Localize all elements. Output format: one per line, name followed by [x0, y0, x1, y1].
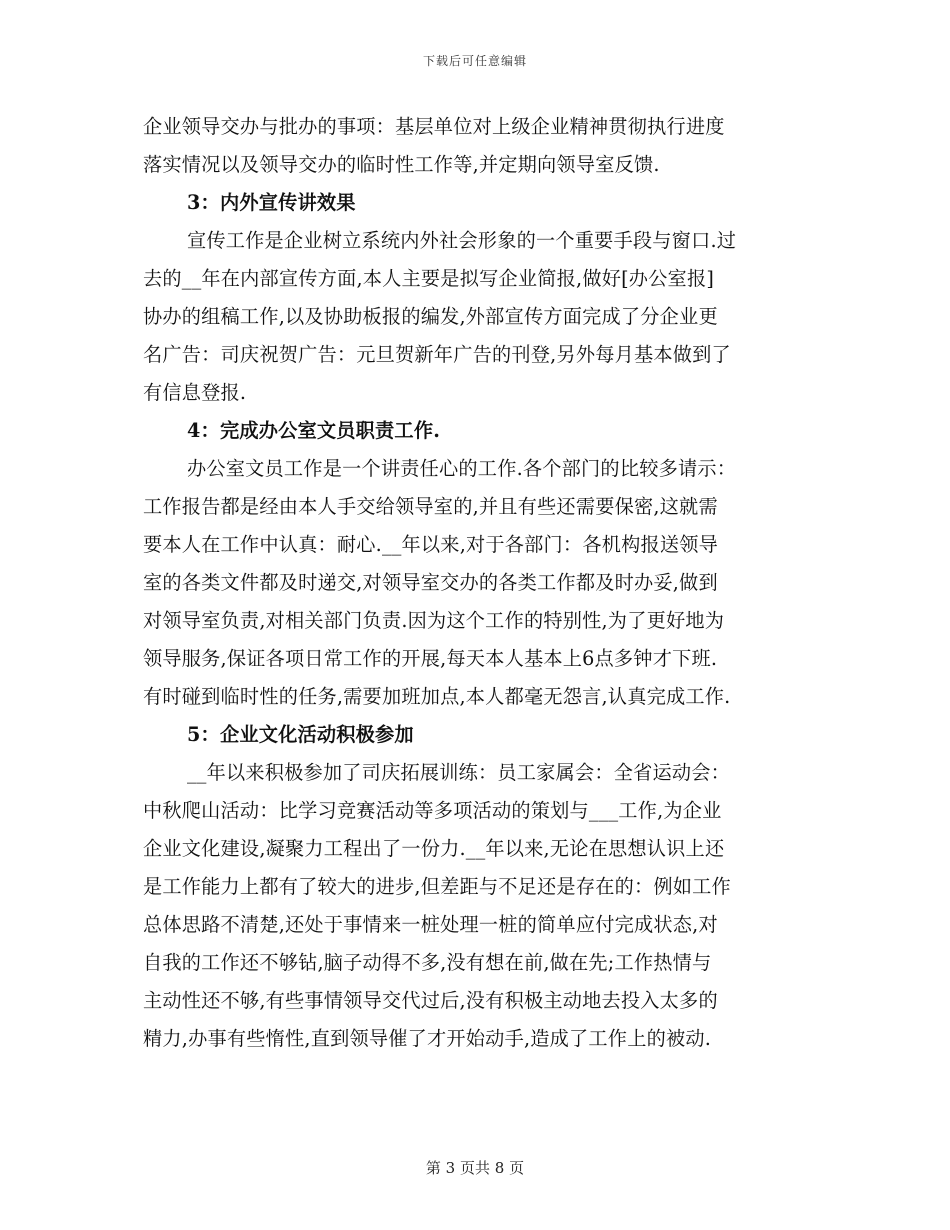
paragraph-line: 主动性还不够,有些事情领导交代过后,没有积极主动地去投入太多的 — [143, 989, 718, 1012]
paragraph-line: 中秋爬山活动：比学习竞赛活动等多项活动的策划与___工作,为企业 — [143, 799, 722, 822]
paragraph-line: __年以来积极参加了司庆拓展训练：员工家属会：全省运动会： — [187, 761, 731, 784]
paragraph-line: 名广告：司庆祝贺广告：元旦贺新年广告的刊登,另外每月基本做到了 — [143, 343, 731, 366]
section-heading: 4：完成办公室文员职责工作. — [187, 419, 441, 442]
paragraph-line: 企业文化建设,凝聚力工程出了一份力.__年以来,无论在思想认识上还 — [143, 837, 725, 860]
paragraph-line: 工作报告都是经由本人手交给领导室的,并且有些还需要保密,这就需 — [143, 495, 718, 518]
paragraph-line: 办公室文员工作是一个讲责任心的工作.各个部门的比较多请示： — [187, 457, 737, 480]
paragraph-line: 自我的工作还不够钻,脑子动得不多,没有想在前,做在先;工作热情与 — [143, 951, 712, 974]
paragraph-line: 有信息登报. — [143, 381, 247, 404]
paragraph-line: 对领导室负责,对相关部门负责.因为这个工作的特别性,为了更好地为 — [143, 609, 725, 632]
paragraph-line: 有时碰到临时性的任务,需要加班加点,本人都毫无怨言,认真完成工作. — [143, 685, 731, 708]
paragraph-line: 宣传工作是企业树立系统内外社会形象的一个重要手段与窗口.过 — [187, 229, 737, 252]
section-heading: 5：企业文化活动积极参加 — [187, 723, 414, 746]
paragraph-line: 协办的组稿工作,以及协助板报的编发,外部宣传方面完成了分企业更 — [143, 305, 718, 328]
paragraph-line: 领导服务,保证各项日常工作的开展,每天本人基本上6点多钟才下班. — [143, 647, 718, 670]
paragraph-line: 去的__年在内部宣传方面,本人主要是拟写企业简报,做好[办公室报] — [143, 267, 715, 290]
paragraph-line: 落实情况以及领导交办的临时性工作等,并定期向领导室反馈. — [143, 153, 660, 176]
paragraph-line: 精力,办事有些惰性,直到领导催了才开始动手,造成了工作上的被动. — [143, 1027, 712, 1050]
paragraph-line: 是工作能力上都有了较大的进步,但差距与不足还是存在的：例如工作 — [143, 875, 731, 898]
paragraph-line: 室的各类文件都及时递交,对领导室交办的各类工作都及时办妥,做到 — [143, 571, 718, 594]
page-header: 下载后可任意编辑 — [422, 54, 527, 68]
paragraph-line: 企业领导交办与批办的事项：基层单位对上级企业精神贯彻执行进度 — [143, 115, 725, 138]
section-heading: 3：内外宣传讲效果 — [187, 191, 356, 214]
paragraph-line: 要本人在工作中认真：耐心.__年以来,对于各部门：各机构报送领导 — [143, 533, 719, 556]
paragraph-line: 总体思路不清楚,还处于事情来一桩处理一桩的简单应付完成状态,对 — [143, 913, 718, 936]
document-body — [143, 108, 813, 1058]
page-number: 第 3 页共 8 页 — [425, 1159, 525, 1177]
